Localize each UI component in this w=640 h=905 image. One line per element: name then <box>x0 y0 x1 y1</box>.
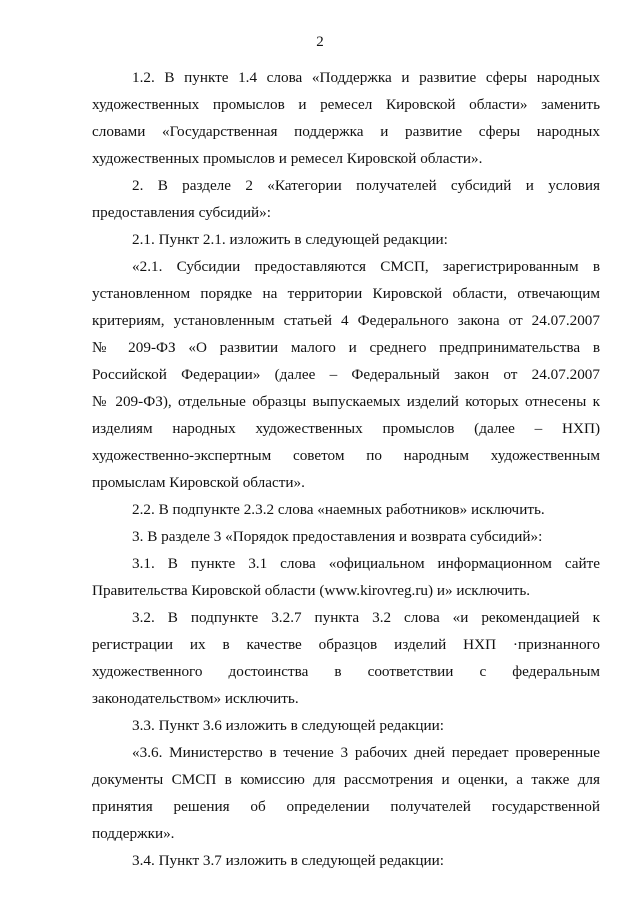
text-line: 2. В разделе 2 «Категории получателей субсидий и условия <box>132 177 600 194</box>
text-line: 3.3. Пункт 3.6 изложить в следующей редакции: <box>132 717 445 734</box>
text-line: промыслам Кировской области». <box>92 474 305 491</box>
text-line: установленном порядке на территории Кировской области, отвечающим <box>92 285 600 302</box>
text-line: законодательством» исключить. <box>92 690 299 707</box>
page-number: 2 <box>316 34 324 50</box>
text-line: «3.6. Министерство в течение 3 рабочих дней передает проверенные <box>132 744 600 761</box>
text-line: «2.1. Субсидии предоставляются СМСП, зарегистрированным в <box>132 258 600 275</box>
text-line: 2.2. В подпункте 2.3.2 слова «наемных работников» исключить. <box>132 501 545 518</box>
text-line: критериям, установленным статьей 4 Федерального закона от 24.07.2007 <box>92 312 600 329</box>
text-line: 3.2. В подпункте 3.2.7 пункта 3.2 слова «и рекомендацией к <box>132 609 600 626</box>
text-line: регистрации их в качестве образцов изделий НХП ·признанного <box>92 636 600 653</box>
text-line: художественно-экспертным советом по народным художественным <box>92 447 600 464</box>
text-line: художественных промыслов и ремесел Кировской области» заменить <box>92 96 600 113</box>
text-line: принятия решения об определении получателей государственной <box>92 798 600 815</box>
text-line: № 209-ФЗ), отдельные образцы выпускаемых изделий которых отнесены к <box>92 393 600 410</box>
text-line: художественных промыслов и ремесел Кировской области». <box>92 150 483 167</box>
text-line: предоставления субсидий»: <box>92 204 271 221</box>
text-line: Правительства Кировской области (www.kirovreg.ru) и» исключить. <box>92 582 531 599</box>
text-line: 2.1. Пункт 2.1. изложить в следующей редакции: <box>132 231 448 248</box>
text-line: поддержки». <box>92 825 175 842</box>
text-line: документы СМСП в комиссию для рассмотрения и оценки, а также для <box>92 771 600 788</box>
text-line: 3. В разделе 3 «Порядок предоставления и возврата субсидий»: <box>132 528 543 545</box>
text-line: Российской Федерации» (далее – Федеральный закон от 24.07.2007 <box>92 366 600 383</box>
text-line: № 209-ФЗ «О развитии малого и среднего предпринимательства в <box>92 339 600 356</box>
text-line: 3.1. В пункте 3.1 слова «официальном информационном сайте <box>132 555 600 572</box>
text-line: художественного достоинства в соответствии с федеральным <box>92 663 600 680</box>
text-line: 3.4. Пункт 3.7 изложить в следующей редакции: <box>132 852 445 869</box>
text-line: словами «Государственная поддержка и развитие сферы народных <box>92 123 600 140</box>
text-line: 1.2. В пункте 1.4 слова «Поддержка и развитие сферы народных <box>132 69 600 86</box>
text-line: изделиям народных художественных промыслов (далее – НХП) <box>92 420 600 437</box>
